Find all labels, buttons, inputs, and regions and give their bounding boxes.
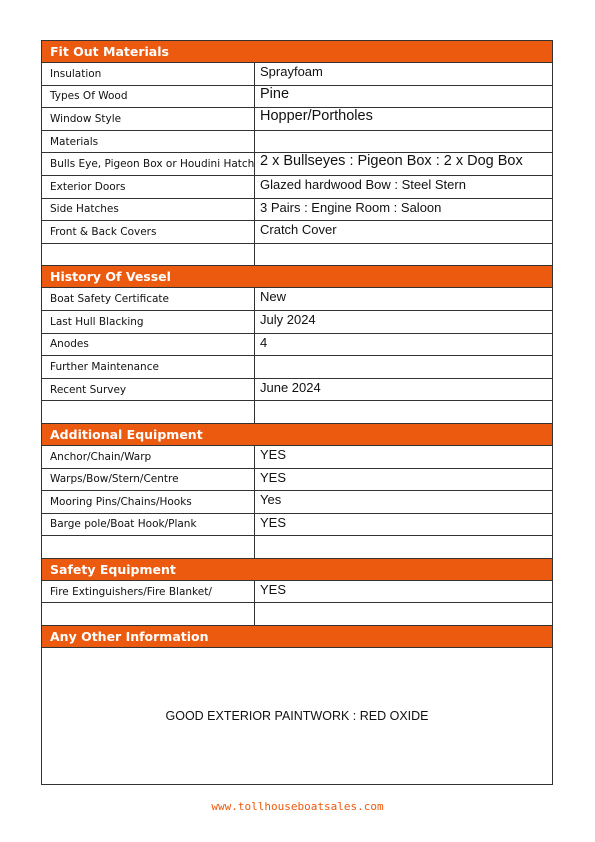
table-row [42,131,552,154]
section-header-other: Any Other Information [42,626,552,648]
table-row [42,491,552,514]
row-label: Recent Survey [42,379,255,401]
row-label: Last Hull Blacking [42,311,255,333]
other-information-text: GOOD EXTERIOR PAINTWORK : RED OXIDE [165,709,429,724]
row-value: YES [260,581,287,597]
row-value: 4 [260,334,268,350]
table-row [42,108,552,131]
row-label: Anchor/Chain/Warp [42,446,255,468]
row-label: Further Maintenance [42,356,255,378]
row-label: Front & Back Covers [42,221,255,243]
table-row [42,379,552,402]
row-label: Anodes [42,334,255,356]
table-row-empty [42,536,552,559]
table-row [42,514,552,537]
row-label: Fire Extinguishers/Fire Blanket/ [42,581,255,603]
table-row [42,176,552,199]
row-label [42,244,255,266]
section-header-fit-out: Fit Out Materials [42,41,552,63]
row-value [255,356,552,378]
boat-spec-sheet [41,40,553,785]
row-label: Window Style [42,108,255,130]
row-label: Boat Safety Certificate [42,288,255,310]
row-value: Pine [260,85,290,102]
table-row [42,311,552,334]
row-value [255,536,552,558]
row-value: 2 x Bullseyes : Pigeon Box : 2 x Dog Box [260,153,523,170]
row-value: New [260,289,287,305]
row-label [42,603,255,625]
table-row [42,334,552,357]
row-label: Materials [42,131,255,153]
row-value: July 2024 [260,311,316,327]
table-row [42,221,552,244]
website-link[interactable]: www.tollhouseboatsales.com [211,800,384,813]
row-value: Glazed hardwood Bow : Steel Stern [260,176,466,192]
row-label: Insulation [42,63,255,85]
row-value: Yes [260,492,282,508]
table-row [42,356,552,379]
row-label: Exterior Doors [42,176,255,198]
table-row [42,581,552,604]
row-value: Hopper/Portholes [260,108,373,125]
table-row [42,288,552,311]
row-value: YES [260,469,287,485]
row-label: Side Hatches [42,199,255,221]
row-value: YES [260,514,287,530]
row-label [42,401,255,423]
section-header-additional: Additional Equipment [42,424,552,446]
row-label: Types Of Wood [42,86,255,108]
table-row-empty [42,603,552,626]
row-label [42,536,255,558]
row-value: YES [260,446,287,462]
table-row-empty [42,244,552,267]
row-label: Barge pole/Boat Hook/Plank [42,514,255,536]
row-label: Bulls Eye, Pigeon Box or Houdini Hatch [42,153,255,175]
row-value [255,401,552,423]
table-row-empty [42,401,552,424]
table-row [42,446,552,469]
table-row [42,153,552,176]
row-label: Warps/Bow/Stern/Centre [42,469,255,491]
row-value: June 2024 [260,379,321,395]
table-row [42,86,552,109]
row-value [255,131,552,153]
table-row [42,63,552,86]
row-label: Mooring Pins/Chains/Hooks [42,491,255,513]
row-value: Sprayfoam [260,64,323,79]
table-row [42,199,552,222]
row-value [255,603,552,625]
row-value: Cratch Cover [260,222,337,238]
row-value [255,244,552,266]
row-value: 3 Pairs : Engine Room : Saloon [260,199,442,215]
section-header-history: History Of Vessel [42,266,552,288]
table-row [42,469,552,492]
section-header-safety: Safety Equipment [42,559,552,581]
